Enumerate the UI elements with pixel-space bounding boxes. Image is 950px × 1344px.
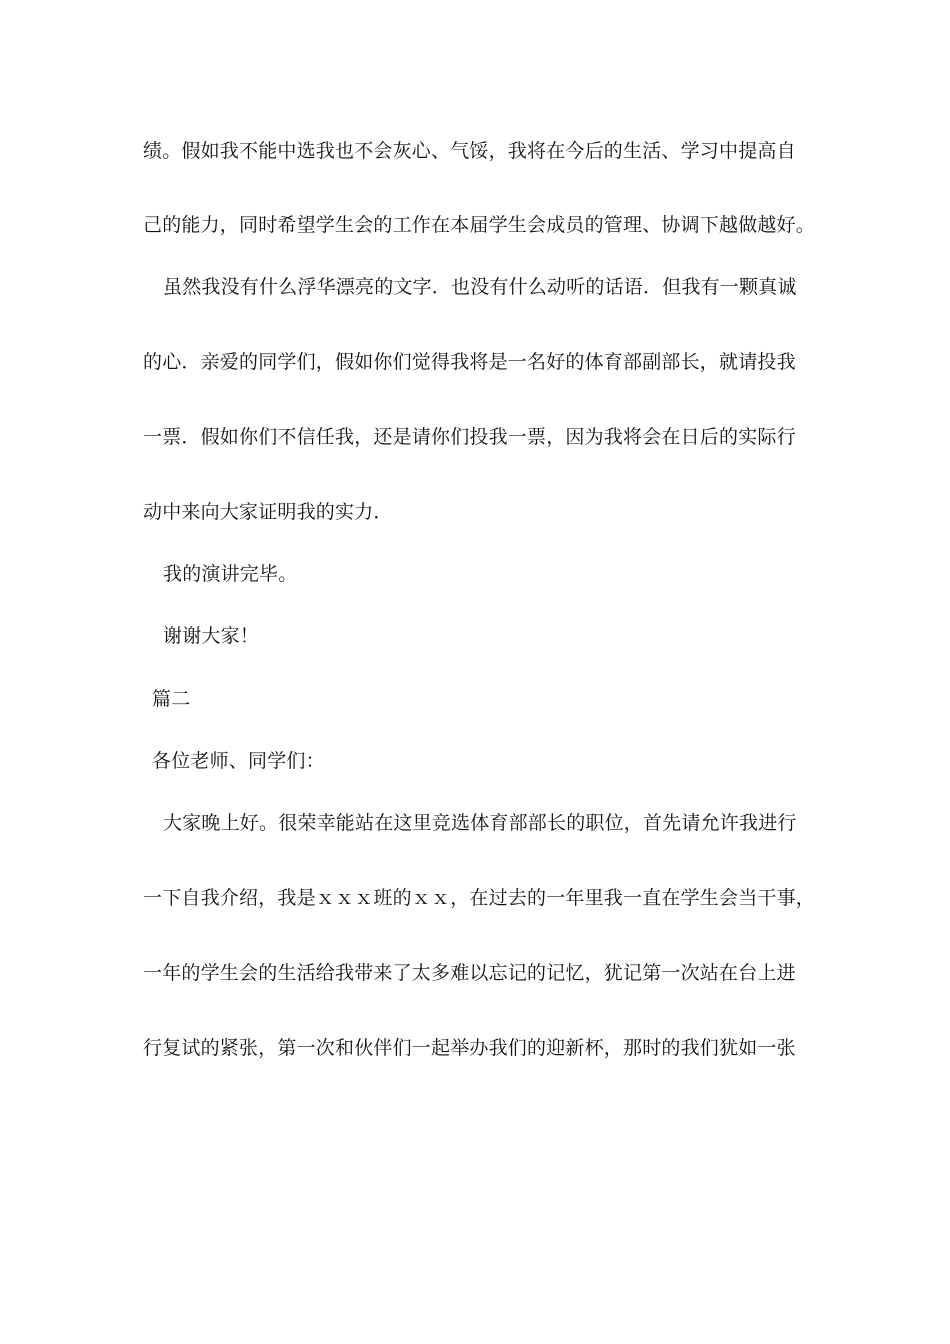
paragraph-line-3: 虽然我没有什么浮华漂亮的文字．也没有什么动听的话语．但我有一颗真诚 xyxy=(163,276,797,298)
paragraph-line-4: 的心．亲爱的同学们，假如你们觉得我将是一名好的体育部副部长，就请投我 xyxy=(143,351,796,373)
paragraph-line-8: 一下自我介绍，我是ｘｘｘ班的ｘｘ，在过去的一年里我一直在学生会当干事， xyxy=(143,887,816,909)
paragraph-line-9: 一年的学生会的生活给我带来了太多难以忘记的记忆，犹记第一次站在台上进 xyxy=(143,962,796,984)
paragraph-line-6: 动中来向大家证明我的实力． xyxy=(143,501,393,523)
paragraph-line-2: 己的能力，同时希望学生会的工作在本届学生会成员的管理、协调下越做越好。 xyxy=(143,214,816,236)
paragraph-line-10: 行复试的紧张，第一次和伙伴们一起举办我们的迎新杯，那时的我们犹如一张 xyxy=(143,1037,796,1059)
salutation-line: 各位老师、同学们： xyxy=(152,750,325,772)
closing-line: 我的演讲完毕。 xyxy=(163,563,298,585)
paragraph-line-1: 绩。假如我不能中选我也不会灰心、气馁，我将在今后的生活、学习中提高自 xyxy=(143,140,796,162)
paragraph-line-7: 大家晚上好。很荣幸能站在这里竞选体育部部长的职位，首先请允许我进行 xyxy=(163,812,797,834)
paragraph-line-5: 一票．假如你们不信任我，还是请你们投我一票，因为我将会在日后的实际行 xyxy=(143,426,796,448)
section-heading: 篇二 xyxy=(152,688,191,710)
thanks-line: 谢谢大家！ xyxy=(163,625,260,647)
